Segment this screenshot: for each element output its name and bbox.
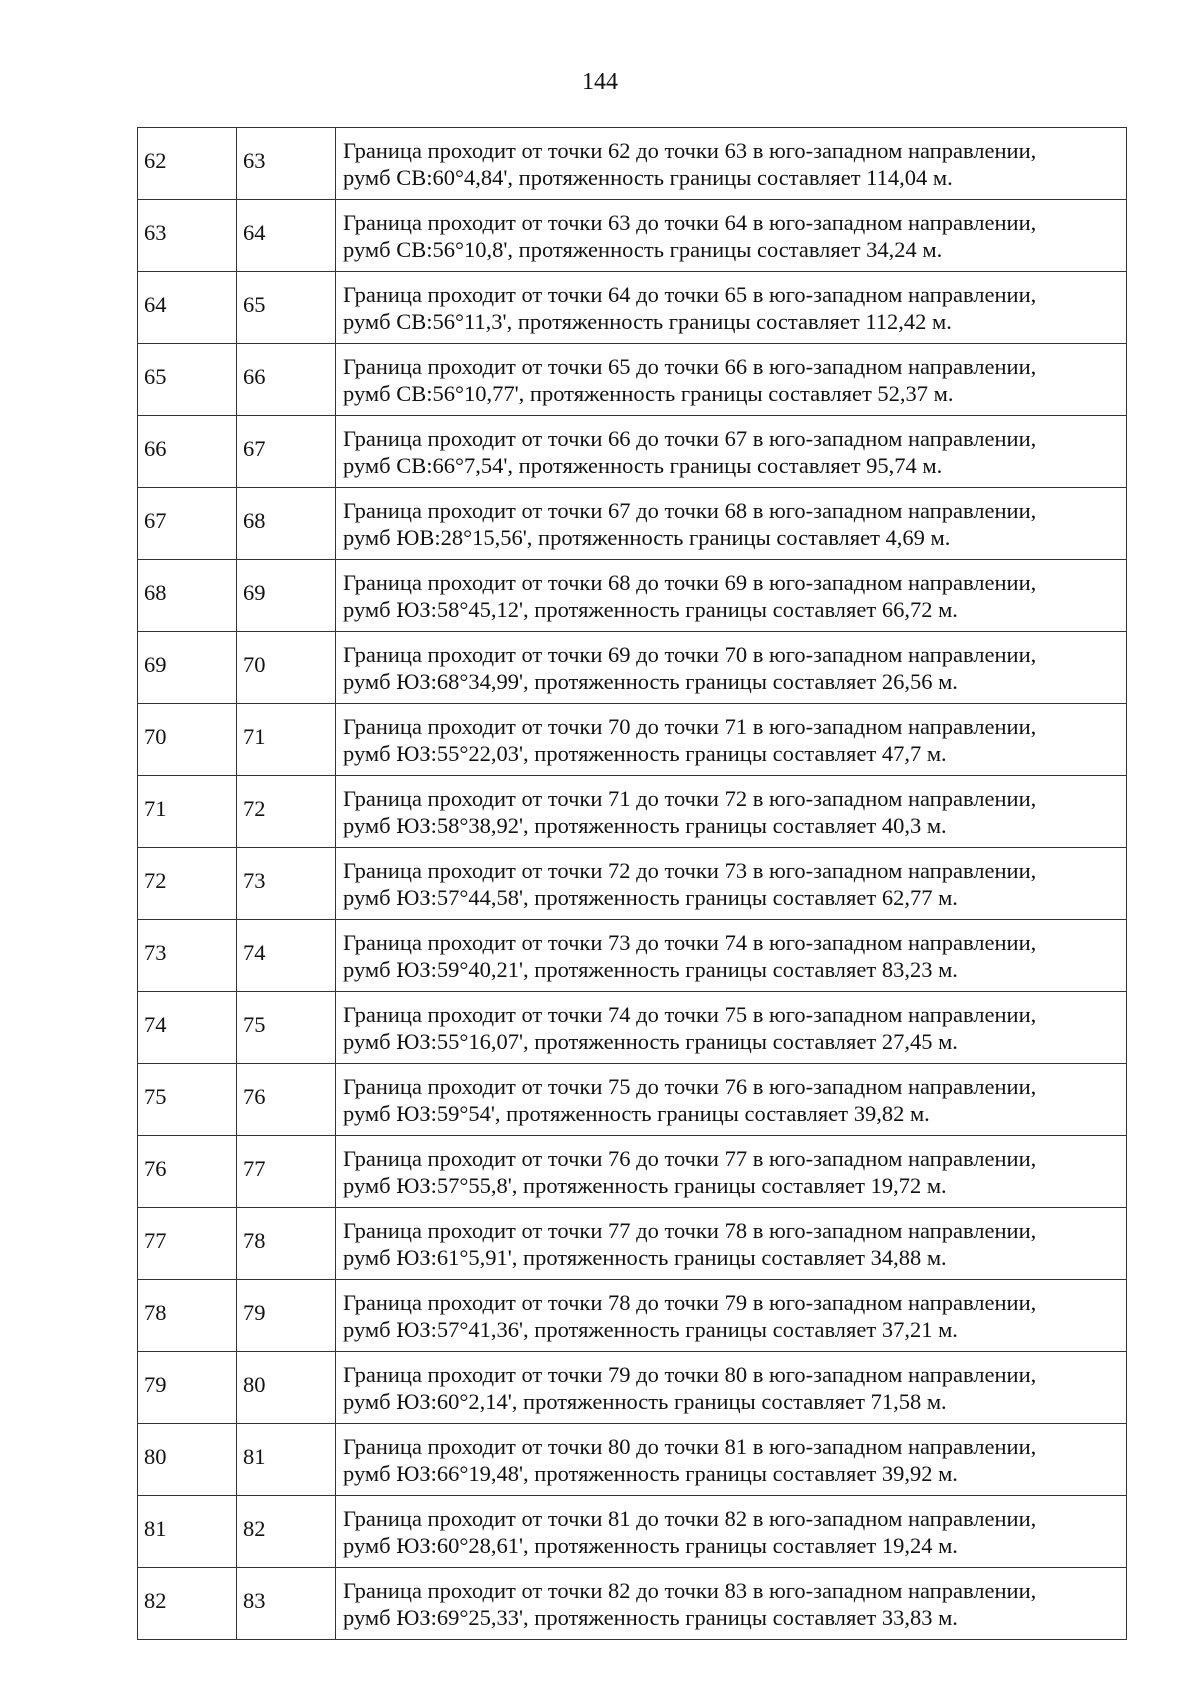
from-point-cell: 67 <box>138 488 237 560</box>
boundary-description-cell <box>336 848 1127 920</box>
description-line-2: румб ЮЗ:61°5,91', протяженность границы составляет 34,88 м. <box>343 1244 947 1270</box>
to-point-cell: 74 <box>237 920 336 992</box>
description-line-2: румб ЮЗ:60°2,14', протяженность границы составляет 71,58 м. <box>343 1388 947 1414</box>
to-point-cell: 76 <box>237 1064 336 1136</box>
description-line-1: Граница проходит от точки 68 до точки 69 в юго-западном направлении, <box>343 569 1037 595</box>
to-point-cell: 69 <box>237 560 336 632</box>
from-point-cell: 78 <box>138 1280 237 1352</box>
table-row <box>138 848 1127 920</box>
description-line-1: Граница проходит от точки 81 до точки 82 в юго-западном направлении, <box>343 1505 1037 1531</box>
to-point-cell: 66 <box>237 344 336 416</box>
to-point-cell: 64 <box>237 200 336 272</box>
description-line-2: румб ЮЗ:60°28,61', протяженность границы составляет 19,24 м. <box>343 1532 958 1558</box>
table-row <box>138 1208 1127 1280</box>
from-point-cell: 77 <box>138 1208 237 1280</box>
description-line-2: румб ЮЗ:55°22,03', протяженность границы составляет 47,7 м. <box>343 740 947 766</box>
description-line-1: Граница проходит от точки 62 до точки 63 в юго-западном направлении, <box>343 137 1037 163</box>
to-point-cell: 71 <box>237 704 336 776</box>
from-point-cell: 71 <box>138 776 237 848</box>
from-point-cell: 69 <box>138 632 237 704</box>
boundary-description-cell <box>336 920 1127 992</box>
from-point-cell: 82 <box>138 1568 237 1640</box>
table-row <box>138 776 1127 848</box>
to-point-cell: 78 <box>237 1208 336 1280</box>
from-point-cell: 75 <box>138 1064 237 1136</box>
description-line-2: румб ЮЗ:57°55,8', протяженность границы составляет 19,72 м. <box>343 1172 947 1198</box>
from-point-cell: 65 <box>138 344 237 416</box>
description-line-1: Граница проходит от точки 70 до точки 71 в юго-западном направлении, <box>343 713 1037 739</box>
table-row <box>138 200 1127 272</box>
description-line-1: Граница проходит от точки 74 до точки 75 в юго-западном направлении, <box>343 1001 1037 1027</box>
description-line-2: румб ЮЗ:66°19,48', протяженность границы составляет 39,92 м. <box>343 1460 958 1486</box>
description-line-1: Граница проходит от точки 80 до точки 81 в юго-западном направлении, <box>343 1433 1037 1459</box>
boundary-description-cell <box>336 704 1127 776</box>
table-row <box>138 416 1127 488</box>
boundary-description-cell <box>336 632 1127 704</box>
to-point-cell: 65 <box>237 272 336 344</box>
from-point-cell: 63 <box>138 200 237 272</box>
from-point-cell: 72 <box>138 848 237 920</box>
description-line-2: румб ЮЗ:57°44,58', протяженность границы составляет 62,77 м. <box>343 884 958 910</box>
description-line-2: румб СВ:60°4,84', протяженность границы составляет 114,04 м. <box>343 164 953 190</box>
description-line-2: румб СВ:56°10,77', протяженность границы составляет 52,37 м. <box>343 380 954 406</box>
description-line-1: Граница проходит от точки 78 до точки 79 в юго-западном направлении, <box>343 1289 1037 1315</box>
table-row <box>138 488 1127 560</box>
to-point-cell: 82 <box>237 1496 336 1568</box>
table-row <box>138 992 1127 1064</box>
table-row <box>138 704 1127 776</box>
table-row <box>138 1568 1127 1640</box>
table-row <box>138 1064 1127 1136</box>
table-row <box>138 920 1127 992</box>
description-line-1: Граница проходит от точки 75 до точки 76 в юго-западном направлении, <box>343 1073 1037 1099</box>
from-point-cell: 74 <box>138 992 237 1064</box>
boundary-description-cell <box>336 776 1127 848</box>
table-row <box>138 1352 1127 1424</box>
to-point-cell: 72 <box>237 776 336 848</box>
to-point-cell: 83 <box>237 1568 336 1640</box>
description-line-2: румб ЮЗ:59°54', протяженность границы составляет 39,82 м. <box>343 1100 930 1126</box>
description-line-1: Граница проходит от точки 66 до точки 67 в юго-западном направлении, <box>343 425 1037 451</box>
boundary-description-cell <box>336 128 1127 200</box>
boundary-description-cell <box>336 344 1127 416</box>
description-line-2: румб СВ:56°11,3', протяженность границы составляет 112,42 м. <box>343 308 952 334</box>
from-point-cell: 66 <box>138 416 237 488</box>
boundary-description-cell <box>336 1496 1127 1568</box>
boundary-description-cell <box>336 1424 1127 1496</box>
from-point-cell: 76 <box>138 1136 237 1208</box>
boundary-description-cell <box>336 1352 1127 1424</box>
description-line-1: Граница проходит от точки 76 до точки 77 в юго-западном направлении, <box>343 1145 1037 1171</box>
description-line-2: румб ЮВ:28°15,56', протяженность границы составляет 4,69 м. <box>343 524 951 550</box>
to-point-cell: 68 <box>237 488 336 560</box>
to-point-cell: 80 <box>237 1352 336 1424</box>
description-line-1: Граница проходит от точки 79 до точки 80 в юго-западном направлении, <box>343 1361 1037 1387</box>
boundary-description-cell <box>336 1208 1127 1280</box>
boundary-description-cell <box>336 1136 1127 1208</box>
to-point-cell: 77 <box>237 1136 336 1208</box>
from-point-cell: 81 <box>138 1496 237 1568</box>
table-row <box>138 1280 1127 1352</box>
table-row <box>138 128 1127 200</box>
description-line-1: Граница проходит от точки 67 до точки 68 в юго-западном направлении, <box>343 497 1037 523</box>
from-point-cell: 80 <box>138 1424 237 1496</box>
to-point-cell: 75 <box>237 992 336 1064</box>
description-line-2: румб ЮЗ:55°16,07', протяженность границы составляет 27,45 м. <box>343 1028 958 1054</box>
boundary-description-cell <box>336 1064 1127 1136</box>
boundary-description-cell <box>336 1568 1127 1640</box>
to-point-cell: 70 <box>237 632 336 704</box>
description-line-2: румб ЮЗ:68°34,99', протяженность границы составляет 26,56 м. <box>343 668 958 694</box>
description-line-1: Граница проходит от точки 71 до точки 72 в юго-западном направлении, <box>343 785 1037 811</box>
from-point-cell: 62 <box>138 128 237 200</box>
from-point-cell: 73 <box>138 920 237 992</box>
description-line-1: Граница проходит от точки 69 до точки 70 в юго-западном направлении, <box>343 641 1037 667</box>
boundary-description-cell <box>336 992 1127 1064</box>
description-line-2: румб ЮЗ:57°41,36', протяженность границы составляет 37,21 м. <box>343 1316 958 1342</box>
description-line-2: румб СВ:66°7,54', протяженность границы составляет 95,74 м. <box>343 452 943 478</box>
description-line-1: Граница проходит от точки 63 до точки 64 в юго-западном направлении, <box>343 209 1037 235</box>
to-point-cell: 79 <box>237 1280 336 1352</box>
from-point-cell: 68 <box>138 560 237 632</box>
description-line-2: румб ЮЗ:69°25,33', протяженность границы составляет 33,83 м. <box>343 1604 958 1630</box>
description-line-2: румб ЮЗ:58°38,92', протяженность границы составляет 40,3 м. <box>343 812 947 838</box>
boundary-description-cell <box>336 560 1127 632</box>
table-row <box>138 1496 1127 1568</box>
to-point-cell: 63 <box>237 128 336 200</box>
description-line-1: Граница проходит от точки 73 до точки 74 в юго-западном направлении, <box>343 929 1037 955</box>
description-line-1: Граница проходит от точки 82 до точки 83 в юго-западном направлении, <box>343 1577 1037 1603</box>
boundary-description-cell <box>336 200 1127 272</box>
description-line-2: румб СВ:56°10,8', протяженность границы составляет 34,24 м. <box>343 236 943 262</box>
description-line-1: Граница проходит от точки 65 до точки 66 в юго-западном направлении, <box>343 353 1037 379</box>
table-row <box>138 560 1127 632</box>
description-line-2: румб ЮЗ:58°45,12', протяженность границы составляет 66,72 м. <box>343 596 958 622</box>
to-point-cell: 73 <box>237 848 336 920</box>
boundary-description-cell <box>336 488 1127 560</box>
table-row <box>138 344 1127 416</box>
boundary-description-cell <box>336 272 1127 344</box>
boundary-table-body <box>138 128 1127 1640</box>
from-point-cell: 79 <box>138 1352 237 1424</box>
description-line-2: румб ЮЗ:59°40,21', протяженность границы составляет 83,23 м. <box>343 956 958 982</box>
table-row <box>138 1424 1127 1496</box>
page-number: 144 <box>582 69 618 95</box>
description-line-1: Граница проходит от точки 72 до точки 73 в юго-западном направлении, <box>343 857 1037 883</box>
boundary-description-cell <box>336 1280 1127 1352</box>
table-row <box>138 632 1127 704</box>
boundary-description-cell <box>336 416 1127 488</box>
from-point-cell: 64 <box>138 272 237 344</box>
description-line-1: Граница проходит от точки 77 до точки 78 в юго-западном направлении, <box>343 1217 1037 1243</box>
to-point-cell: 81 <box>237 1424 336 1496</box>
from-point-cell: 70 <box>138 704 237 776</box>
table-row <box>138 1136 1127 1208</box>
table-row <box>138 272 1127 344</box>
boundary-table <box>137 127 1127 1640</box>
to-point-cell: 67 <box>237 416 336 488</box>
description-line-1: Граница проходит от точки 64 до точки 65 в юго-западном направлении, <box>343 281 1037 307</box>
